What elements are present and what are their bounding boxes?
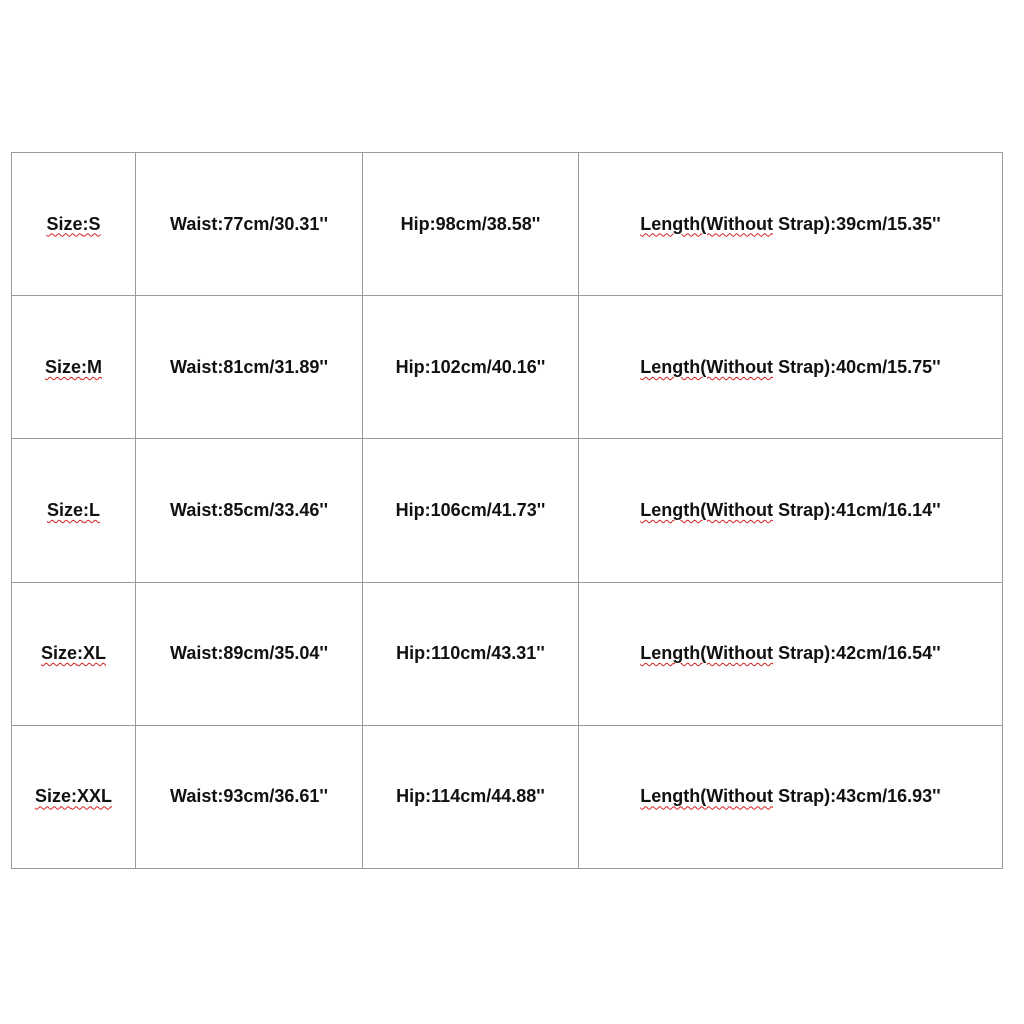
hip-cell: Hip:106cm/41.73'' — [363, 439, 579, 582]
table-row — [12, 439, 1003, 582]
size-label: Size — [34, 786, 71, 807]
length-label: Length(Without — [640, 643, 774, 664]
length-label: Length(Without — [640, 356, 774, 377]
length-cell — [579, 582, 1003, 725]
length-value: Strap):43cm/16.93'' — [773, 786, 941, 807]
size-value: :XXL — [71, 786, 113, 807]
table-row — [12, 153, 1003, 296]
size-chart-table — [11, 152, 1003, 869]
waist-cell: Waist:81cm/31.89'' — [136, 296, 363, 439]
size-value: :M — [81, 356, 103, 377]
length-label: Length(Without — [640, 213, 774, 234]
length-cell — [579, 153, 1003, 296]
length-value: Strap):42cm/16.54'' — [773, 643, 941, 664]
hip-cell: Hip:98cm/38.58'' — [363, 153, 579, 296]
length-label: Length(Without — [640, 499, 774, 520]
size-label: Size — [44, 356, 82, 377]
hip-cell: Hip:114cm/44.88'' — [363, 725, 579, 868]
size-cell — [12, 439, 136, 582]
size-cell — [12, 582, 136, 725]
hip-cell: Hip:102cm/40.16'' — [363, 296, 579, 439]
waist-cell: Waist:85cm/33.46'' — [136, 439, 363, 582]
waist-cell: Waist:89cm/35.04'' — [136, 582, 363, 725]
length-cell — [579, 296, 1003, 439]
length-cell — [579, 439, 1003, 582]
size-value: :S — [82, 213, 101, 234]
table-row — [12, 582, 1003, 725]
table-row — [12, 725, 1003, 868]
length-value: Strap):41cm/16.14'' — [773, 499, 941, 520]
waist-cell: Waist:77cm/30.31'' — [136, 153, 363, 296]
length-label: Length(Without — [640, 786, 774, 807]
size-value: :XL — [77, 643, 107, 664]
size-label: Size — [46, 213, 83, 234]
size-value: :L — [83, 499, 101, 520]
length-value: Strap):40cm/15.75'' — [773, 356, 941, 377]
size-cell — [12, 153, 136, 296]
hip-cell: Hip:110cm/43.31'' — [363, 582, 579, 725]
waist-cell: Waist:93cm/36.61'' — [136, 725, 363, 868]
size-label: Size — [46, 499, 84, 520]
length-cell — [579, 725, 1003, 868]
length-value: Strap):39cm/15.35'' — [773, 213, 941, 234]
size-cell — [12, 296, 136, 439]
size-cell — [12, 725, 136, 868]
table-row — [12, 296, 1003, 439]
size-label: Size — [40, 643, 78, 664]
